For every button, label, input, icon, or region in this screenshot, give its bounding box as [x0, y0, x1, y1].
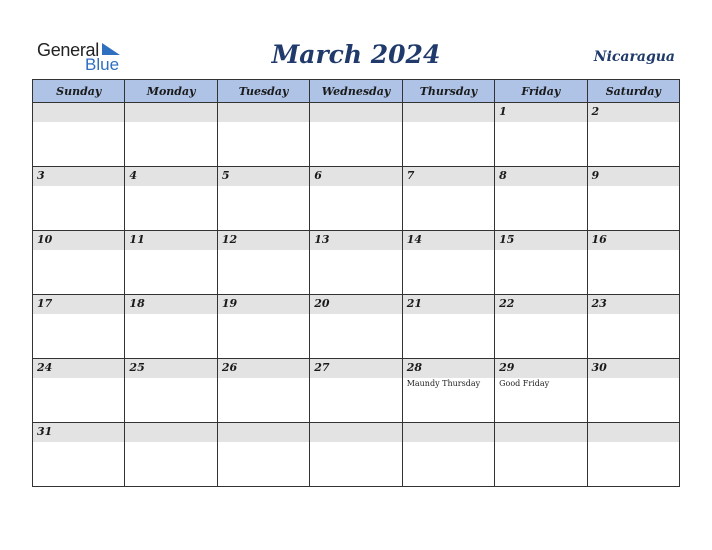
- day-number: 4: [129, 169, 138, 182]
- day-number-band: [33, 103, 124, 122]
- day-number: 18: [129, 297, 145, 310]
- day-number-band: [403, 103, 494, 122]
- weekday-header-row: [33, 80, 680, 103]
- day-cell: [33, 359, 125, 423]
- day-cell: [217, 295, 309, 359]
- day-cell: [587, 231, 679, 295]
- day-cell: [495, 359, 587, 423]
- day-cell: [217, 423, 309, 487]
- day-number-band: [495, 103, 586, 122]
- day-number-band: [218, 167, 309, 186]
- weekday-header: Wednesday: [310, 80, 402, 103]
- week-row: [33, 423, 680, 487]
- day-number: 21: [406, 297, 422, 310]
- day-cell: [125, 167, 217, 231]
- day-number: 25: [129, 361, 145, 374]
- day-number-band: [588, 103, 679, 122]
- day-cell: [495, 167, 587, 231]
- day-number: 12: [221, 233, 238, 246]
- weekday-header: Thursday: [402, 80, 494, 103]
- day-number: 6: [314, 169, 322, 182]
- logo-blue-text: Blue: [85, 55, 120, 74]
- day-number: 24: [37, 361, 53, 374]
- day-number-band: [33, 167, 124, 186]
- day-cell: [402, 295, 494, 359]
- day-number: 10: [37, 233, 53, 246]
- day-cell: [33, 103, 125, 167]
- day-number: 9: [591, 169, 600, 182]
- day-number: 1: [499, 105, 507, 118]
- country-label: Nicaragua: [593, 49, 675, 65]
- day-number: 22: [499, 297, 515, 310]
- day-cell: [125, 359, 217, 423]
- holiday-label: Good Friday: [499, 379, 550, 388]
- day-number: 20: [314, 297, 330, 310]
- day-number-band: [125, 103, 216, 122]
- day-number: 16: [591, 233, 607, 246]
- week-row: [33, 295, 680, 359]
- day-cell: [495, 295, 587, 359]
- day-number: 26: [221, 361, 238, 374]
- day-number: 11: [129, 233, 145, 246]
- day-cell: [125, 103, 217, 167]
- day-cell: [217, 231, 309, 295]
- day-cell: [33, 231, 125, 295]
- week-row: [33, 359, 680, 423]
- day-number-band: [588, 167, 679, 186]
- day-cell: [310, 359, 402, 423]
- day-cell: [587, 103, 679, 167]
- day-number-band: [310, 167, 401, 186]
- day-cell: [310, 167, 402, 231]
- day-cell: [310, 295, 402, 359]
- day-cell: [402, 359, 494, 423]
- weekday-header: Sunday: [33, 80, 125, 103]
- day-number: 14: [406, 233, 422, 246]
- day-cell: [310, 103, 402, 167]
- calendar-title: March 2024: [271, 40, 441, 69]
- day-cell: [587, 295, 679, 359]
- day-number-band: [218, 103, 309, 122]
- day-number: 23: [591, 297, 607, 310]
- day-cell: [495, 231, 587, 295]
- day-cell: [33, 295, 125, 359]
- day-cell: [587, 359, 679, 423]
- weekday-header: Saturday: [587, 80, 679, 103]
- weekday-header: Friday: [495, 80, 587, 103]
- day-number-band: [495, 423, 586, 442]
- day-number: 27: [314, 361, 330, 374]
- day-number: 29: [499, 361, 515, 374]
- logo-general-text: General: [37, 40, 99, 60]
- day-number: 2: [591, 105, 600, 118]
- day-number: 13: [314, 233, 330, 246]
- day-cell: [310, 423, 402, 487]
- day-number-band: [125, 423, 216, 442]
- day-cell: [587, 167, 679, 231]
- holiday-label: Maundy Thursday: [406, 379, 481, 388]
- week-row: [33, 103, 680, 167]
- day-cell: [402, 231, 494, 295]
- day-cell: [402, 103, 494, 167]
- day-number-band: [588, 423, 679, 442]
- day-number-band: [218, 423, 309, 442]
- day-cell: [402, 423, 494, 487]
- day-number: 17: [37, 297, 53, 310]
- day-number: 31: [37, 425, 53, 438]
- day-number: 3: [37, 169, 45, 182]
- day-number: 15: [499, 233, 515, 246]
- week-row: [33, 231, 680, 295]
- day-number-band: [495, 167, 586, 186]
- day-cell: [125, 295, 217, 359]
- day-cell: [587, 423, 679, 487]
- day-cell: [125, 423, 217, 487]
- day-cell: [33, 423, 125, 487]
- weekday-header: Monday: [125, 80, 217, 103]
- day-cell: [495, 423, 587, 487]
- day-cell: [33, 167, 125, 231]
- week-row: [33, 167, 680, 231]
- day-number-band: [310, 423, 401, 442]
- day-cell: [402, 167, 494, 231]
- day-cell: [217, 359, 309, 423]
- day-cell: [125, 231, 217, 295]
- day-number: 7: [406, 169, 415, 182]
- calendar-grid: [32, 79, 680, 487]
- day-number: 28: [406, 361, 422, 374]
- day-number-band: [310, 103, 401, 122]
- day-number-band: [125, 167, 216, 186]
- day-cell: [217, 103, 309, 167]
- day-cell: [310, 231, 402, 295]
- day-number: 30: [591, 361, 607, 374]
- day-number: 19: [221, 297, 238, 310]
- day-cell: [495, 103, 587, 167]
- day-number: 8: [499, 169, 507, 182]
- day-number: 5: [221, 169, 230, 182]
- day-number-band: [403, 423, 494, 442]
- day-cell: [217, 167, 309, 231]
- weekday-header: Tuesday: [217, 80, 309, 103]
- day-number-band: [403, 167, 494, 186]
